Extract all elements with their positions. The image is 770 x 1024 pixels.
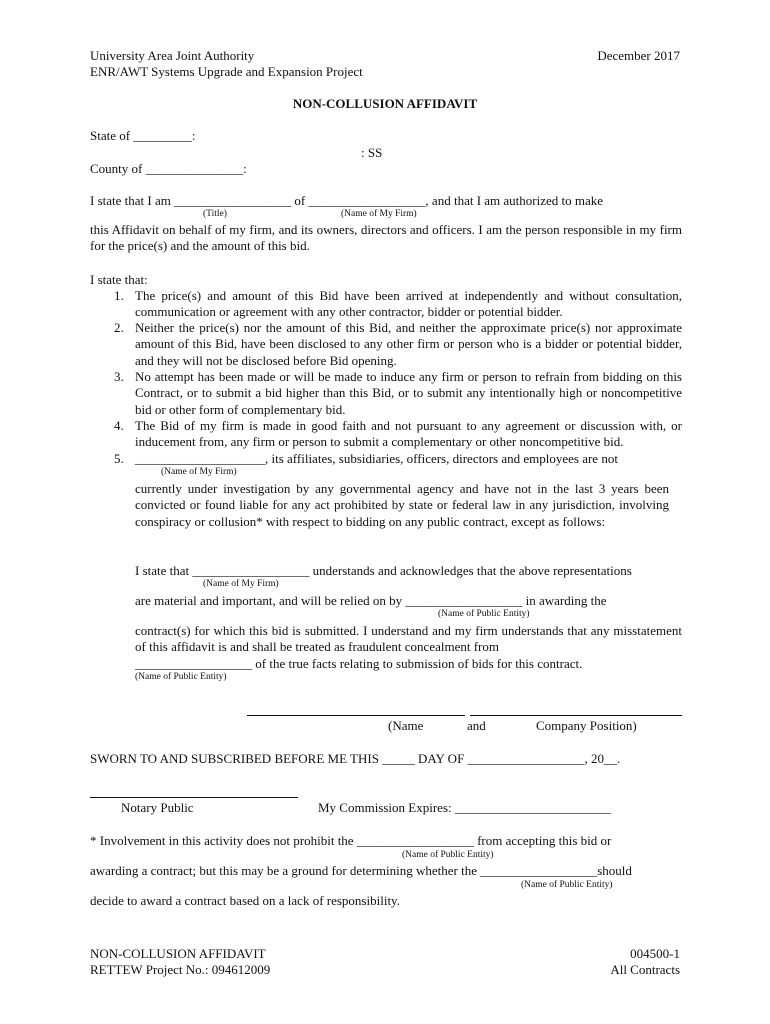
statements-lead: I state that:	[90, 272, 148, 287]
sworn-statement: SWORN TO AND SUBSCRIBED BEFORE ME THIS _____ DAY OF __________________, 20__.	[90, 751, 621, 766]
item-5-number: 5.	[114, 451, 124, 466]
ack-line-3: __________________ of the true facts relating to submission of bids for this contract.	[135, 656, 583, 671]
footer-document-name: NON-COLLUSION AFFIDAVIT	[90, 946, 266, 961]
item-5-text: currently under investigation by any governmental agency and have not in the last 3 years been convicted or found liable for any act prohibited by state or federal law in any jurisdiction, involving conspiracy or collusion* with respect to bidding on any public contract, except as follows:	[135, 481, 669, 529]
footnote-line-2: awarding a contract; but this may be a ground for determining whether the __________________should	[90, 863, 632, 878]
intro-line: I state that I am __________________ of __________________, and that I am authorized to make	[90, 193, 604, 208]
firm-name-label: (Name of My Firm)	[341, 209, 417, 219]
title-label: (Title)	[203, 209, 227, 219]
item-5-line: ____________________, its affiliates, subsidiaries, officers, directors and employees are not	[135, 451, 618, 466]
item-1-number: 1.	[114, 288, 124, 303]
footnote-entity-label-2: (Name of Public Entity)	[521, 880, 613, 890]
footnote-line-3: decide to award a contract based on a lack of responsibility.	[90, 893, 400, 908]
county-of-field: County of _______________:	[90, 161, 247, 176]
project-name: ENR/AWT Systems Upgrade and Expansion Project	[90, 64, 363, 79]
footnote-entity-label-1: (Name of Public Entity)	[402, 850, 494, 860]
footer-contracts: All Contracts	[610, 962, 680, 977]
item-2-number: 2.	[114, 320, 124, 335]
signature-line-right	[470, 715, 682, 716]
state-of-field: State of _________:	[90, 128, 196, 143]
item-4-number: 4.	[114, 418, 124, 433]
signature-line-left	[247, 715, 465, 716]
ack-paragraph: contract(s) for which this bid is submitted. I understand and my firm understands that any misstatement of this affidavit is and shall be treated as fraudulent concealment from	[135, 623, 682, 655]
ack-line-2: are material and important, and will be relied on by __________________ in awarding the	[135, 593, 607, 608]
signature-position-label: Company Position)	[536, 718, 637, 733]
authority-name: University Area Joint Authority	[90, 48, 255, 63]
document-date: December 2017	[597, 48, 680, 63]
ss-mark: : SS	[361, 145, 383, 160]
item-4-text: The Bid of my firm is made in good faith and not pursuant to any agreement or discussion with, or inducement from, any firm or person to submit a complementary or other noncompetitive bid.	[135, 418, 682, 450]
footnote-line-1: * Involvement in this activity does not prohibit the __________________ from accepting this bid or	[90, 833, 612, 848]
ack-entity-label-2: (Name of Public Entity)	[135, 672, 227, 682]
ack-line-1: I state that __________________ understands and acknowledges that the above representations	[135, 563, 632, 578]
ack-firm-label: (Name of My Firm)	[203, 579, 279, 589]
item-5-firm-label: (Name of My Firm)	[161, 467, 237, 477]
item-3-text: No attempt has been made or will be made to induce any firm or person to refrain from bidding on this Contract, or to submit a bid higher than this Bid, or to submit any intentionally high or noncompetitive bid or other form of complementary bid.	[135, 369, 682, 417]
intro-paragraph: this Affidavit on behalf of my firm, and its owners, directors and officers. I am the person responsible in my firm for the price(s) and the amount of this bid.	[90, 222, 682, 254]
item-3-number: 3.	[114, 369, 124, 384]
document-title: NON-COLLUSION AFFIDAVIT	[292, 96, 478, 111]
footer-page-code: 004500-1	[630, 946, 680, 961]
notary-public-label: Notary Public	[121, 800, 194, 815]
ack-entity-label: (Name of Public Entity)	[438, 609, 530, 619]
item-1-text: The price(s) and amount of this Bid have been arrived at independently and without consultation, communication or agreement with any other contractor, bidder or potential bidder.	[135, 288, 682, 320]
commission-expires: My Commission Expires: ________________________	[318, 800, 611, 815]
footer-project-number: RETTEW Project No.: 094612009	[90, 962, 271, 977]
signature-name-label: (Name	[388, 718, 424, 733]
notary-signature-line	[90, 797, 298, 798]
item-2-text: Neither the price(s) nor the amount of this Bid, and neither the approximate price(s) nor approximate amount of this Bid, have been disclosed to any other firm or person who is a bidder or potential bidder, and they will not be disclosed before Bid opening.	[135, 320, 682, 368]
signature-and-label: and	[467, 718, 486, 733]
